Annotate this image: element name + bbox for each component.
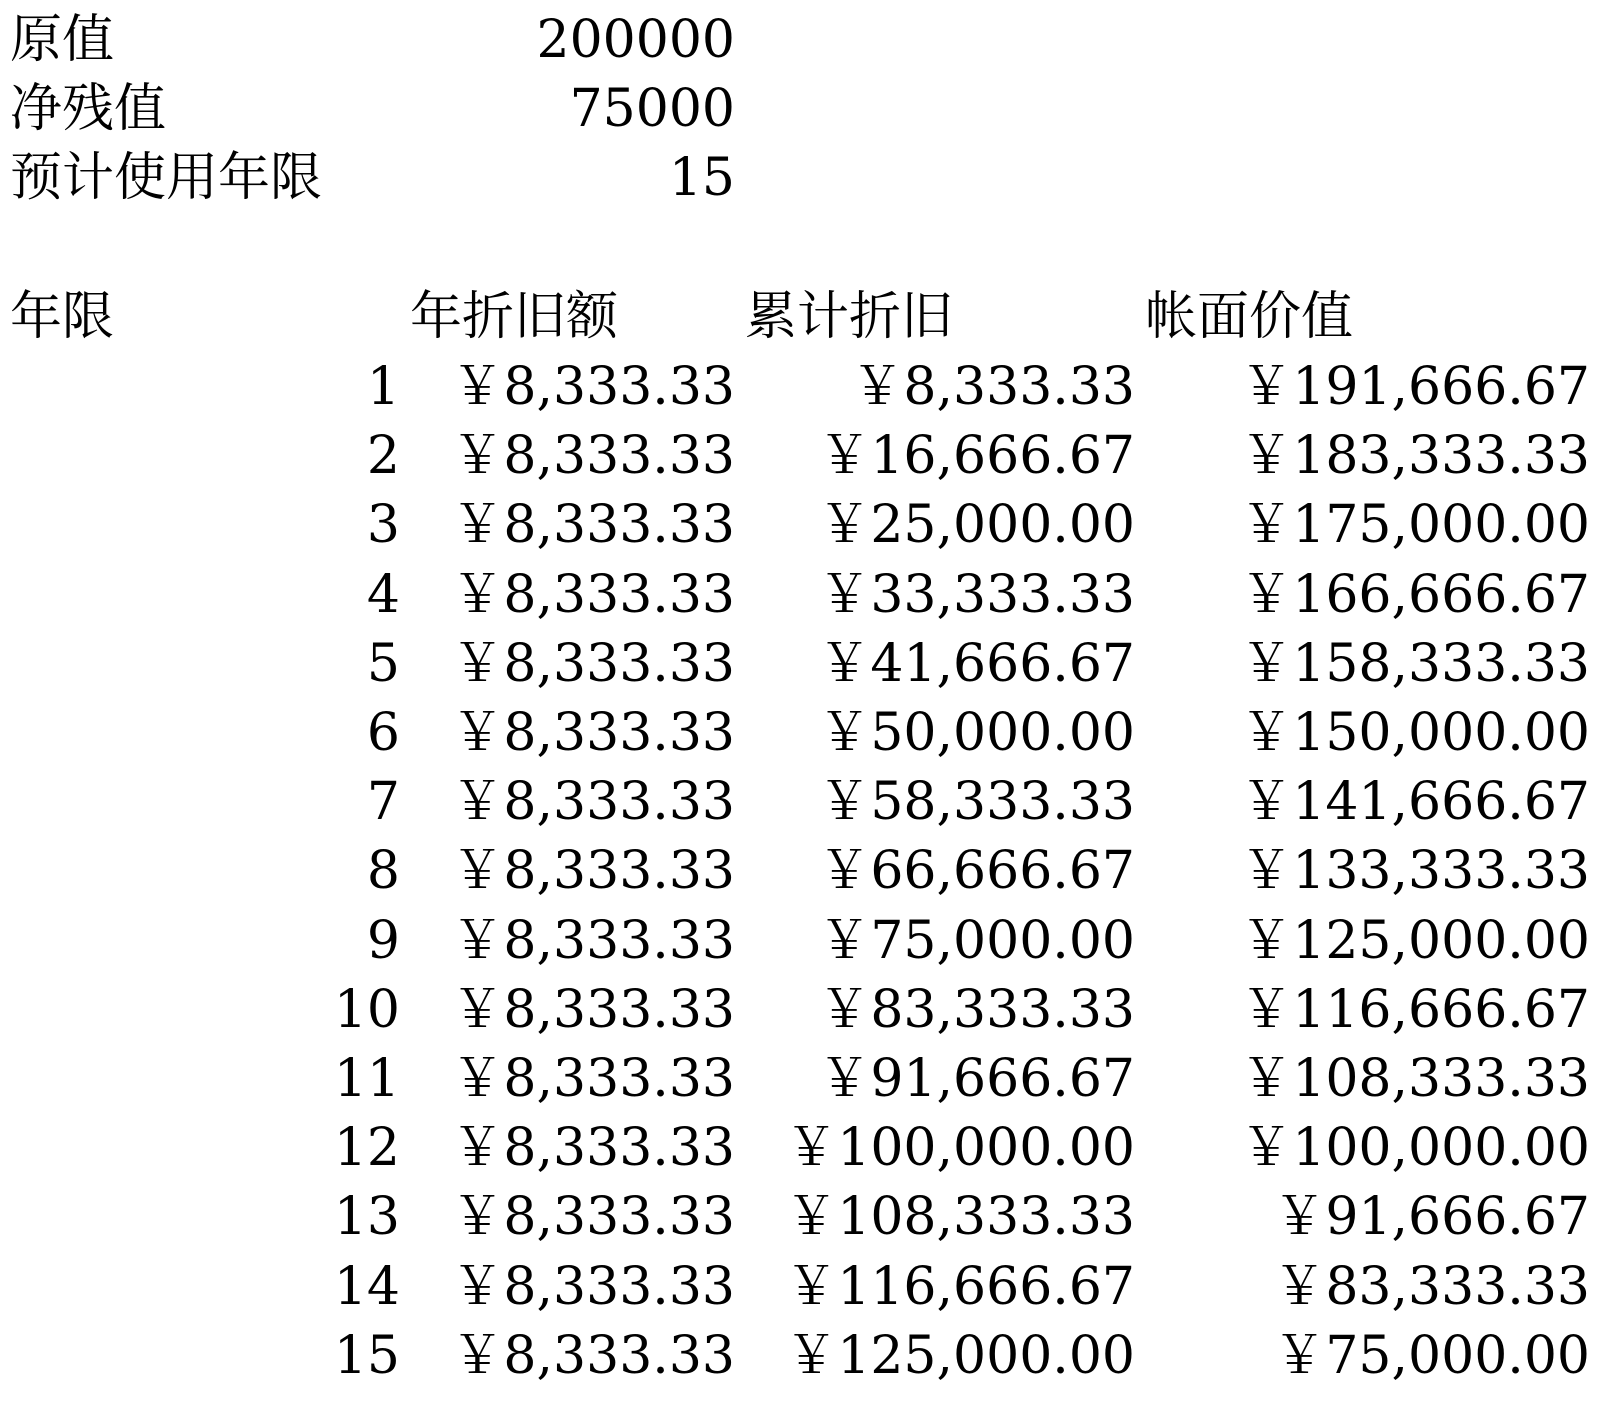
accumulated-depreciation-cell: ￥83,333.33 — [818, 979, 1135, 1040]
net-residual-row — [0, 74, 1600, 144]
year-cell: 9 — [366, 910, 400, 971]
annual-depreciation-cell: ￥8,333.33 — [451, 772, 735, 833]
accumulated-depreciation-cell: ￥66,666.67 — [818, 841, 1135, 902]
year-cell: 7 — [366, 772, 400, 833]
year-cell: 8 — [366, 841, 400, 902]
year-cell: 14 — [333, 1256, 400, 1317]
annual-depreciation-cell: ￥8,333.33 — [451, 1049, 735, 1109]
original-value: 200000 — [536, 10, 735, 70]
header-book-value: 帐面价值 — [1145, 287, 1354, 347]
annual-depreciation-cell: ￥8,333.33 — [451, 1256, 735, 1317]
header-annual-depreciation: 年折旧额 — [410, 287, 619, 347]
book-value-cell: ￥100,000.00 — [1240, 1118, 1590, 1179]
annual-depreciation-cell: ￥8,333.33 — [451, 1118, 735, 1179]
header-accumulated-depreciation: 累计折旧 — [745, 287, 954, 347]
accumulated-depreciation-cell: ￥25,000.00 — [818, 495, 1135, 556]
year-cell: 6 — [366, 703, 400, 763]
accumulated-depreciation-cell: ￥8,333.33 — [851, 357, 1135, 417]
book-value-cell: ￥150,000.00 — [1240, 703, 1590, 763]
table-header — [0, 282, 1600, 352]
book-value-cell: ￥125,000.00 — [1240, 910, 1590, 971]
table-row — [0, 1321, 1600, 1391]
useful-life-row — [0, 143, 1600, 213]
year-cell: 2 — [366, 426, 400, 487]
table-row — [0, 1044, 1600, 1114]
year-cell: 3 — [366, 495, 400, 556]
year-cell: 13 — [333, 1187, 400, 1248]
accumulated-depreciation-cell: ￥41,666.67 — [818, 633, 1135, 694]
book-value-cell: ￥175,000.00 — [1240, 495, 1590, 556]
book-value-cell: ￥183,333.33 — [1240, 426, 1590, 487]
annual-depreciation-cell: ￥8,333.33 — [451, 703, 735, 763]
book-value-cell: ￥91,666.67 — [1273, 1187, 1590, 1248]
accumulated-depreciation-cell: ￥91,666.67 — [818, 1049, 1135, 1109]
header-year: 年限 — [10, 287, 115, 347]
annual-depreciation-cell: ￥8,333.33 — [451, 357, 735, 417]
table-row — [0, 1252, 1600, 1322]
table-row — [0, 490, 1600, 560]
table-row — [0, 698, 1600, 768]
book-value-cell: ￥166,666.67 — [1240, 564, 1590, 625]
book-value-cell: ￥133,333.33 — [1240, 841, 1590, 902]
net-residual-value: 75000 — [569, 79, 735, 139]
accumulated-depreciation-cell: ￥33,333.33 — [818, 564, 1135, 625]
annual-depreciation-cell: ￥8,333.33 — [451, 1187, 735, 1248]
table-row — [0, 352, 1600, 422]
table-row — [0, 906, 1600, 976]
book-value-cell: ￥191,666.67 — [1240, 357, 1590, 417]
book-value-cell: ￥158,333.33 — [1240, 633, 1590, 694]
book-value-cell: ￥141,666.67 — [1240, 772, 1590, 833]
accumulated-depreciation-cell: ￥50,000.00 — [818, 703, 1135, 763]
annual-depreciation-cell: ￥8,333.33 — [451, 979, 735, 1040]
book-value-cell: ￥108,333.33 — [1240, 1049, 1590, 1109]
year-cell: 1 — [366, 357, 400, 417]
table-row — [0, 836, 1600, 906]
annual-depreciation-cell: ￥8,333.33 — [451, 495, 735, 556]
year-cell: 15 — [333, 1325, 400, 1386]
table-row — [0, 629, 1600, 699]
year-cell: 10 — [333, 979, 400, 1040]
annual-depreciation-cell: ￥8,333.33 — [451, 1325, 735, 1386]
accumulated-depreciation-cell: ￥75,000.00 — [818, 910, 1135, 971]
annual-depreciation-cell: ￥8,333.33 — [451, 633, 735, 694]
accumulated-depreciation-cell: ￥125,000.00 — [785, 1325, 1135, 1386]
useful-life-value: 15 — [668, 148, 735, 208]
year-cell: 4 — [366, 564, 400, 625]
table-row — [0, 560, 1600, 630]
table-row — [0, 975, 1600, 1045]
year-cell: 12 — [333, 1118, 400, 1179]
year-cell: 11 — [333, 1049, 400, 1109]
original-value-row — [0, 5, 1600, 75]
table-row — [0, 1113, 1600, 1183]
annual-depreciation-cell: ￥8,333.33 — [451, 910, 735, 971]
table-row — [0, 421, 1600, 491]
original-value-label: 原值 — [10, 10, 115, 70]
book-value-cell: ￥83,333.33 — [1273, 1256, 1590, 1317]
year-cell: 5 — [366, 633, 400, 694]
accumulated-depreciation-cell: ￥100,000.00 — [785, 1118, 1135, 1179]
table-row — [0, 767, 1600, 837]
book-value-cell: ￥75,000.00 — [1273, 1325, 1590, 1386]
accumulated-depreciation-cell: ￥16,666.67 — [818, 426, 1135, 487]
accumulated-depreciation-cell: ￥108,333.33 — [785, 1187, 1135, 1248]
annual-depreciation-cell: ￥8,333.33 — [451, 564, 735, 625]
annual-depreciation-cell: ￥8,333.33 — [451, 426, 735, 487]
table-row — [0, 1182, 1600, 1252]
accumulated-depreciation-cell: ￥116,666.67 — [785, 1256, 1135, 1317]
accumulated-depreciation-cell: ￥58,333.33 — [818, 772, 1135, 833]
annual-depreciation-cell: ￥8,333.33 — [451, 841, 735, 902]
useful-life-label: 预计使用年限 — [10, 148, 323, 208]
book-value-cell: ￥116,666.67 — [1240, 979, 1590, 1040]
net-residual-label: 净残值 — [10, 79, 167, 139]
